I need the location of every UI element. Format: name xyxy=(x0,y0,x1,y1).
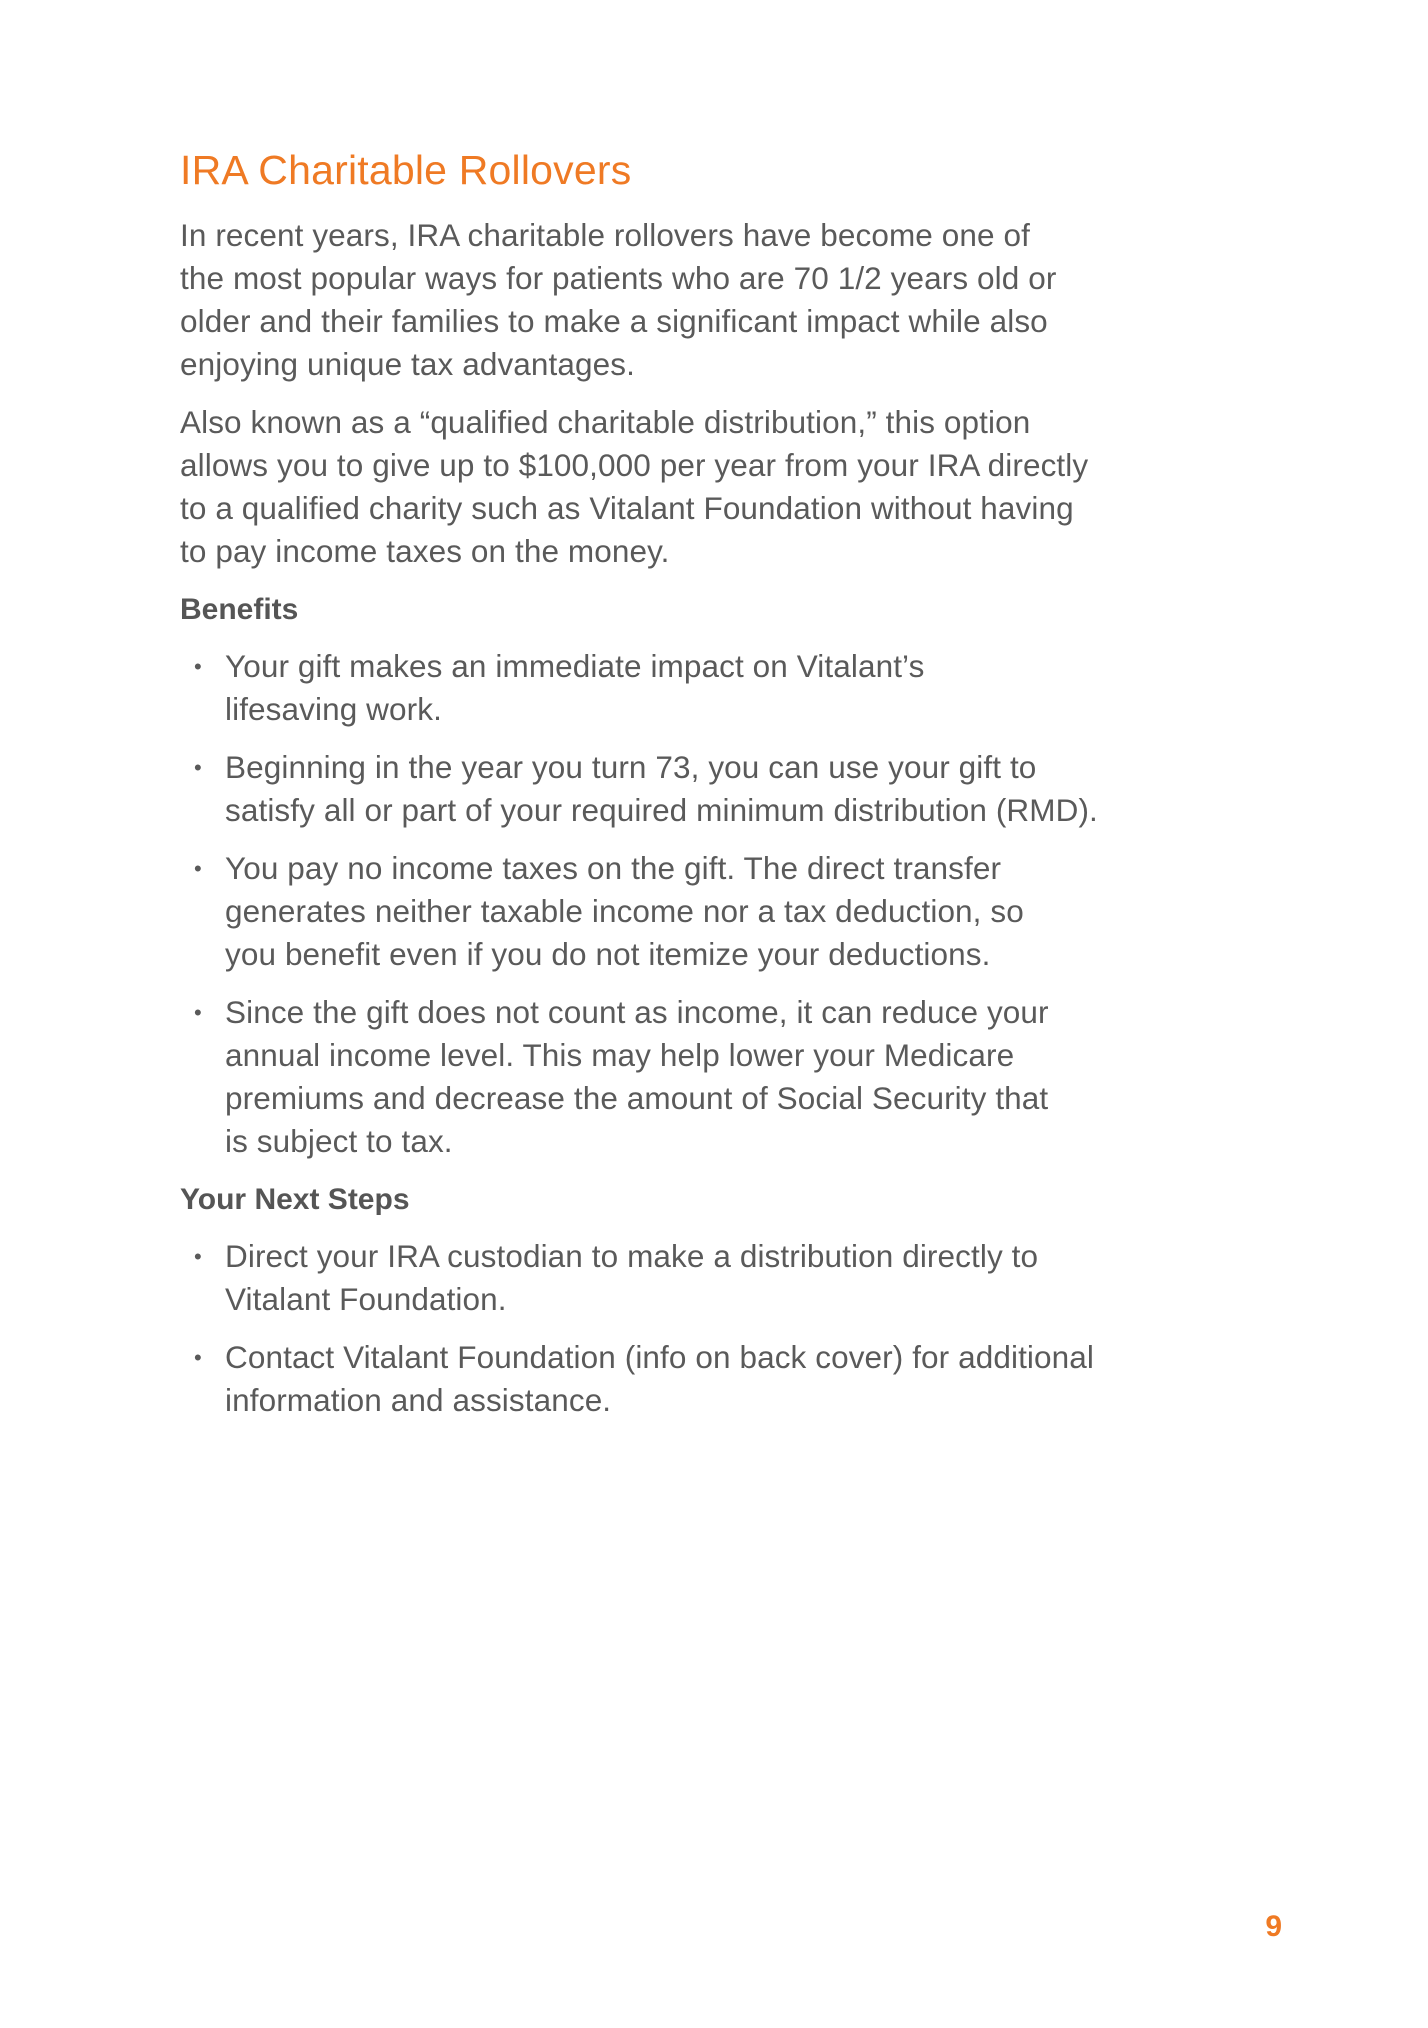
list-item-line: Vitalant Foundation. xyxy=(225,1281,507,1317)
paragraph-line: to a qualified charity such as Vitalant Foundation without having xyxy=(180,490,1074,526)
list-item-line: lifesaving work. xyxy=(225,691,442,727)
next-steps-heading: Your Next Steps xyxy=(180,1183,410,1216)
paragraph-line: allows you to give up to $100,000 per year from your IRA directly xyxy=(180,447,1089,483)
list-item-line: premiums and decrease the amount of Social Security that xyxy=(225,1080,1049,1116)
list-item-line: You pay no income taxes on the gift. The direct transfer xyxy=(225,850,1002,886)
list-item-line: Your gift makes an immediate impact on Vitalant’s xyxy=(225,648,925,684)
list-item-line: Direct your IRA custodian to make a distribution directly to xyxy=(225,1238,1039,1274)
list-item xyxy=(180,991,1260,1163)
list-item xyxy=(180,1336,1260,1422)
paragraph-line: Also known as a “qualified charitable distribution,” this option xyxy=(180,404,1031,440)
section-title: IRA Charitable Rollovers xyxy=(180,147,632,193)
list-item xyxy=(180,847,1260,976)
paragraph-line: older and their families to make a significant impact while also xyxy=(180,303,1048,339)
list-item-line: is subject to tax. xyxy=(225,1123,453,1159)
list-item xyxy=(180,1235,1260,1321)
list-item-line: annual income level. This may help lower your Medicare xyxy=(225,1037,1015,1073)
bullet-icon: • xyxy=(194,1000,202,1025)
intro-paragraph xyxy=(180,214,1260,386)
page-number: 9 xyxy=(1265,1910,1282,1943)
bullet-icon: • xyxy=(194,654,202,679)
paragraph-line: to pay income taxes on the money. xyxy=(180,533,670,569)
list-item-line: information and assistance. xyxy=(225,1382,612,1418)
page-content xyxy=(180,142,1260,1437)
bullet-icon: • xyxy=(194,856,202,881)
list-item-line: generates neither taxable income nor a tax deduction, so xyxy=(225,893,1024,929)
paragraph-line: In recent years, IRA charitable rollovers have become one of xyxy=(180,217,1030,253)
paragraph-line: enjoying unique tax advantages. xyxy=(180,346,635,382)
list-item-line: Beginning in the year you turn 73, you can use your gift to xyxy=(225,749,1037,785)
benefits-heading: Benefits xyxy=(180,593,299,626)
list-item-line: satisfy all or part of your required minimum distribution (RMD). xyxy=(225,792,1098,828)
bullet-icon: • xyxy=(194,1244,202,1269)
list-item-line: you benefit even if you do not itemize your deductions. xyxy=(225,936,991,972)
list-item xyxy=(180,746,1260,832)
list-item-line: Contact Vitalant Foundation (info on back cover) for additional xyxy=(225,1339,1094,1375)
paragraph-line: the most popular ways for patients who are 70 1/2 years old or xyxy=(180,260,1057,296)
bullet-icon: • xyxy=(194,1345,202,1370)
list-item xyxy=(180,645,1260,731)
list-item-line: Since the gift does not count as income, it can reduce your xyxy=(225,994,1049,1030)
next-steps-list xyxy=(180,1235,1260,1422)
benefits-list xyxy=(180,645,1260,1163)
qcd-paragraph xyxy=(180,401,1260,573)
bullet-icon: • xyxy=(194,755,202,780)
